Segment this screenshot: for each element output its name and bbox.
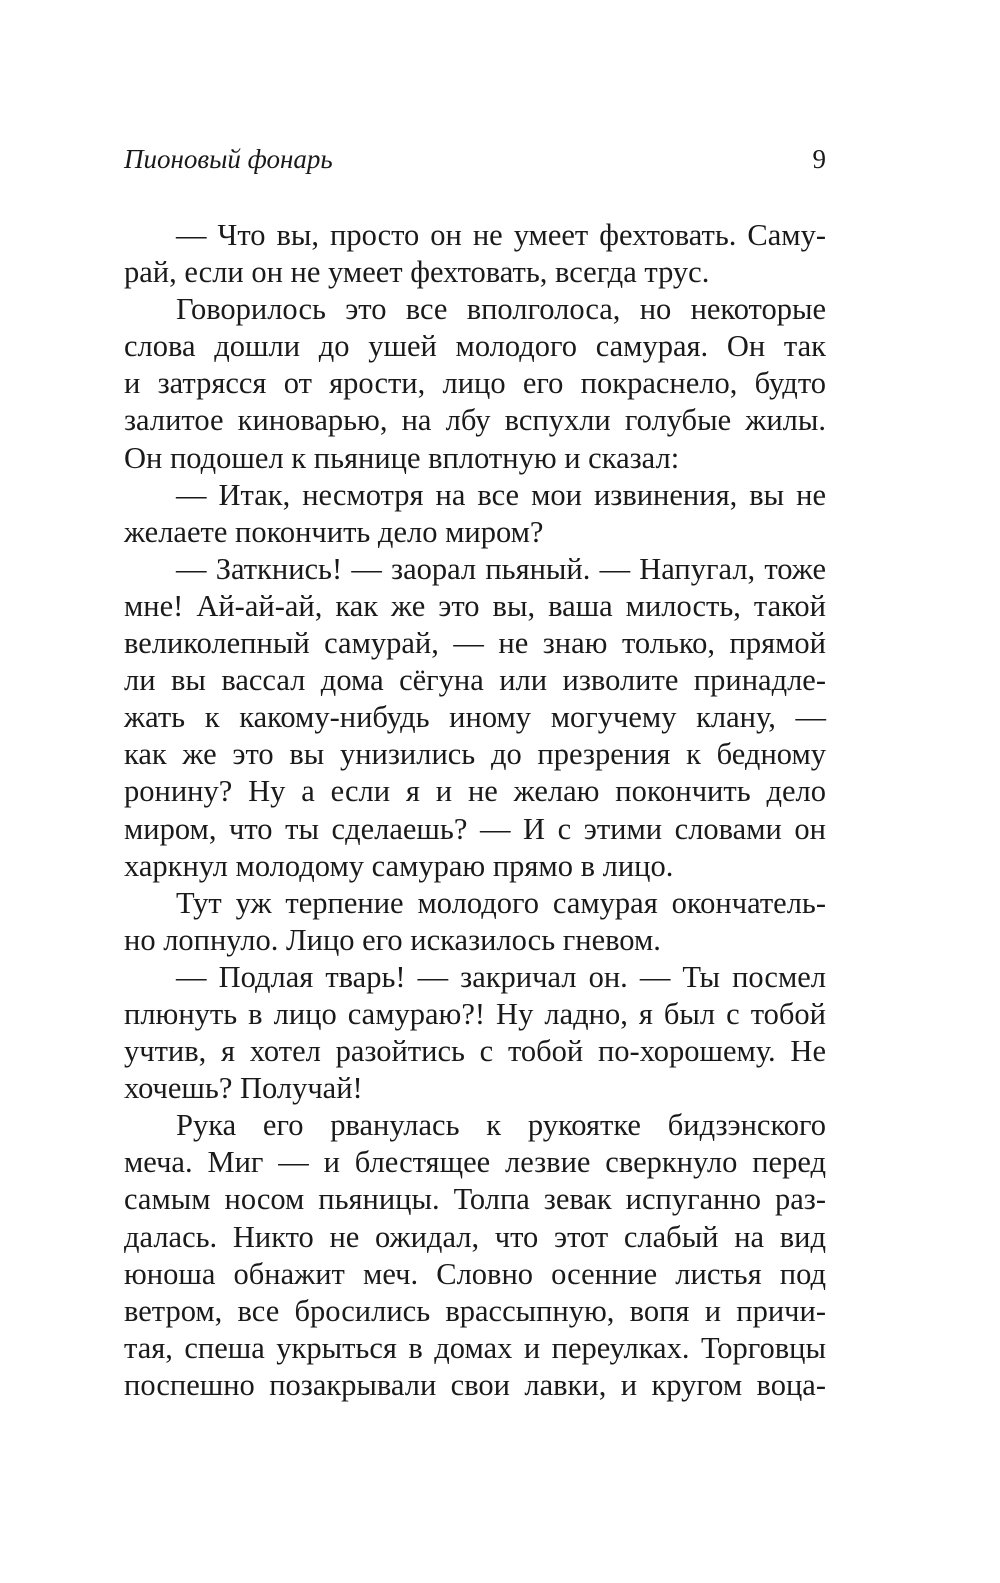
text-line: хочешь? Получай! [124,1071,363,1106]
paragraph [124,217,826,291]
text-line: как же это вы унизились до презрения к бедному [124,737,826,772]
text-line: Говорилось это все вполголоса, но некоторые [176,292,826,327]
text-line: — Подлая тварь! — закричал он. — Ты посмел [176,959,826,994]
text-body [124,217,826,1404]
paragraph [124,1107,826,1404]
text-line: — Что вы, просто он не умеет фехтовать. Саму- [176,218,826,252]
paragraph [124,551,826,885]
text-line: — Заткнись! — заорал пьяный. — Напугал, тоже [176,551,826,586]
text-line: мне! Ай-ай-ай, как же это вы, ваша милость, такой [124,588,826,623]
text-line: юноша обнажит меч. Словно осенние листья под [124,1256,826,1291]
text-line: плюнуть в лицо самураю?! Ну ладно, я был с тобой [124,996,826,1031]
running-head [124,141,826,177]
text-line: учтив, я хотел разойтись с тобой по-хорошему. Не [124,1034,826,1069]
text-line: самым носом пьяницы. Толпа зевак испуганно раз- [124,1182,826,1217]
paragraph [124,477,826,551]
text-line: меча. Миг — и блестящее лезвие сверкнуло перед [124,1145,826,1180]
text-line: харкнул молодому самураю прямо в лицо. [124,848,674,883]
paragraph [124,291,826,476]
text-line: великолепный самурай, — не знаю только, прямой [124,626,826,661]
text-line: и затрясся от ярости, лицо его покраснело, будто [124,366,826,401]
paragraph [124,959,826,1107]
page-number: 9 [812,144,826,174]
text-line: поспешно позакрывали свои лавки, и кругом воца- [124,1367,826,1402]
text-line: ронину? Ну а если я и не желаю покончить дело [124,774,826,809]
text-line: залитое киноварью, на лбу вспухли голубые жилы. [124,403,826,438]
running-title: Пионовый фонарь [124,144,333,174]
text-line: но лопнуло. Лицо его исказилось гневом. [124,922,661,957]
text-line: жать к какому-нибудь иному могучему клану, — [124,700,826,735]
text-line: рай, если он не умеет фехтовать, всегда трус. [124,255,710,290]
text-line: — Итак, несмотря на все мои извинения, вы не [176,477,826,512]
text-line: слова дошли до ушей молодого самурая. Он так [124,329,826,364]
text-line: миром, что ты сделаешь? — И с этими словами он [124,811,826,846]
text-line: ли вы вассал дома сёгуна или изволите принадле- [124,663,826,698]
text-line: Рука его рванулась к рукоятке бидзэнского [176,1108,826,1143]
text-line: Он подошел к пьянице вплотную и сказал: [124,440,680,475]
text-line: Тут уж терпение молодого самурая окончатель- [176,885,826,920]
text-line: далась. Никто не ожидал, что этот слабый на вид [124,1219,826,1254]
text-line: ветром, все бросились врассыпную, вопя и причи- [124,1293,826,1328]
text-line: тая, спеша укрыться в домах и переулках. Торговцы [124,1330,826,1365]
paragraph [124,885,826,959]
text-line: желаете покончить дело миром? [124,514,544,549]
